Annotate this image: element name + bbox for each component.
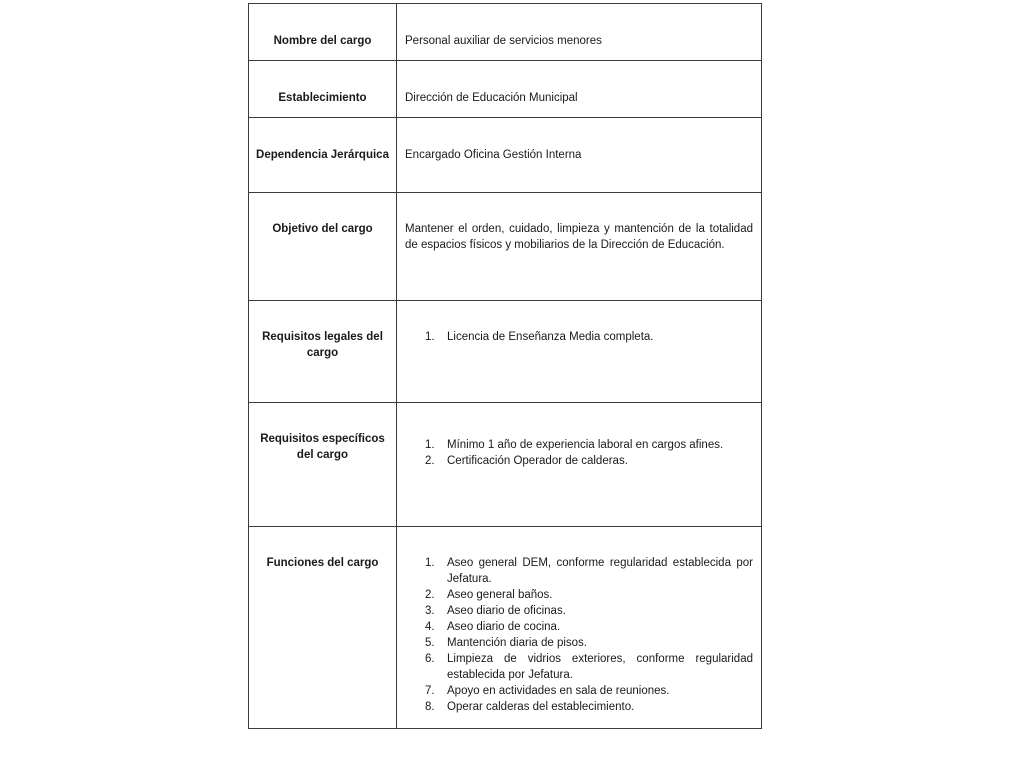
row-label: Requisitos legales del cargo <box>249 301 397 403</box>
row-label: Requisitos específicos del cargo <box>249 403 397 527</box>
list-item <box>425 635 753 651</box>
list-item <box>425 329 753 345</box>
list-text: Aseo diario de cocina. <box>447 621 561 633</box>
list-item <box>425 453 753 469</box>
list-text: Aseo general baños. <box>447 589 553 601</box>
row-value: Personal auxiliar de servicios menores <box>397 4 762 61</box>
list-number: 8. <box>425 701 435 713</box>
table-row <box>249 4 762 61</box>
row-value: Dirección de Educación Municipal <box>397 61 762 118</box>
list-text: Licencia de Enseñanza Media completa. <box>447 331 654 343</box>
list-text: Limpieza de vidrios exteriores, conforme regularidad establecida por Jefatura. <box>447 653 753 681</box>
list-number: 1. <box>425 331 435 343</box>
list-text: Mínimo 1 año de experiencia laboral en cargos afines. <box>447 439 724 451</box>
list-number: 7. <box>425 685 435 697</box>
list-text: Certificación Operador de calderas. <box>447 455 628 467</box>
list-item <box>425 437 753 453</box>
list-number: 2. <box>425 589 435 601</box>
row-value <box>397 527 762 729</box>
list-item <box>425 699 753 715</box>
row-value: Mantener el orden, cuidado, limpieza y mantención de la totalidad de espacios físicos y mobiliarios de la Dirección de Educación. <box>397 193 762 301</box>
list-item <box>425 619 753 635</box>
row-label: Funciones del cargo <box>249 527 397 729</box>
list-text: Aseo general DEM, conforme regularidad establecida por Jefatura. <box>447 557 753 585</box>
row-label: Dependencia Jerárquica <box>249 118 397 193</box>
row-label: Nombre del cargo <box>249 4 397 61</box>
table-row <box>249 193 762 301</box>
list-number: 1. <box>425 439 435 451</box>
list-text: Operar calderas del establecimiento. <box>447 701 635 713</box>
list-number: 2. <box>425 455 435 467</box>
list-text: Apoyo en actividades en sala de reuniones. <box>447 685 670 697</box>
list-item <box>425 603 753 619</box>
row-value: Encargado Oficina Gestión Interna <box>397 118 762 193</box>
row-value <box>397 403 762 527</box>
numbered-list <box>405 437 753 469</box>
list-number: 5. <box>425 637 435 649</box>
list-item <box>425 555 753 587</box>
list-item <box>425 587 753 603</box>
list-number: 6. <box>425 653 435 665</box>
list-text: Mantención diaria de pisos. <box>447 637 587 649</box>
numbered-list <box>405 555 753 715</box>
row-label: Objetivo del cargo <box>249 193 397 301</box>
table-row <box>249 403 762 527</box>
numbered-list <box>405 329 753 345</box>
table-row <box>249 527 762 729</box>
row-label: Establecimiento <box>249 61 397 118</box>
row-value <box>397 301 762 403</box>
list-item <box>425 683 753 699</box>
table-row <box>249 301 762 403</box>
list-text: Aseo diario de oficinas. <box>447 605 566 617</box>
list-number: 3. <box>425 605 435 617</box>
list-item <box>425 651 753 683</box>
table-row <box>249 61 762 118</box>
table-row <box>249 118 762 193</box>
list-number: 1. <box>425 557 435 569</box>
job-description-table <box>248 3 762 729</box>
list-number: 4. <box>425 621 435 633</box>
